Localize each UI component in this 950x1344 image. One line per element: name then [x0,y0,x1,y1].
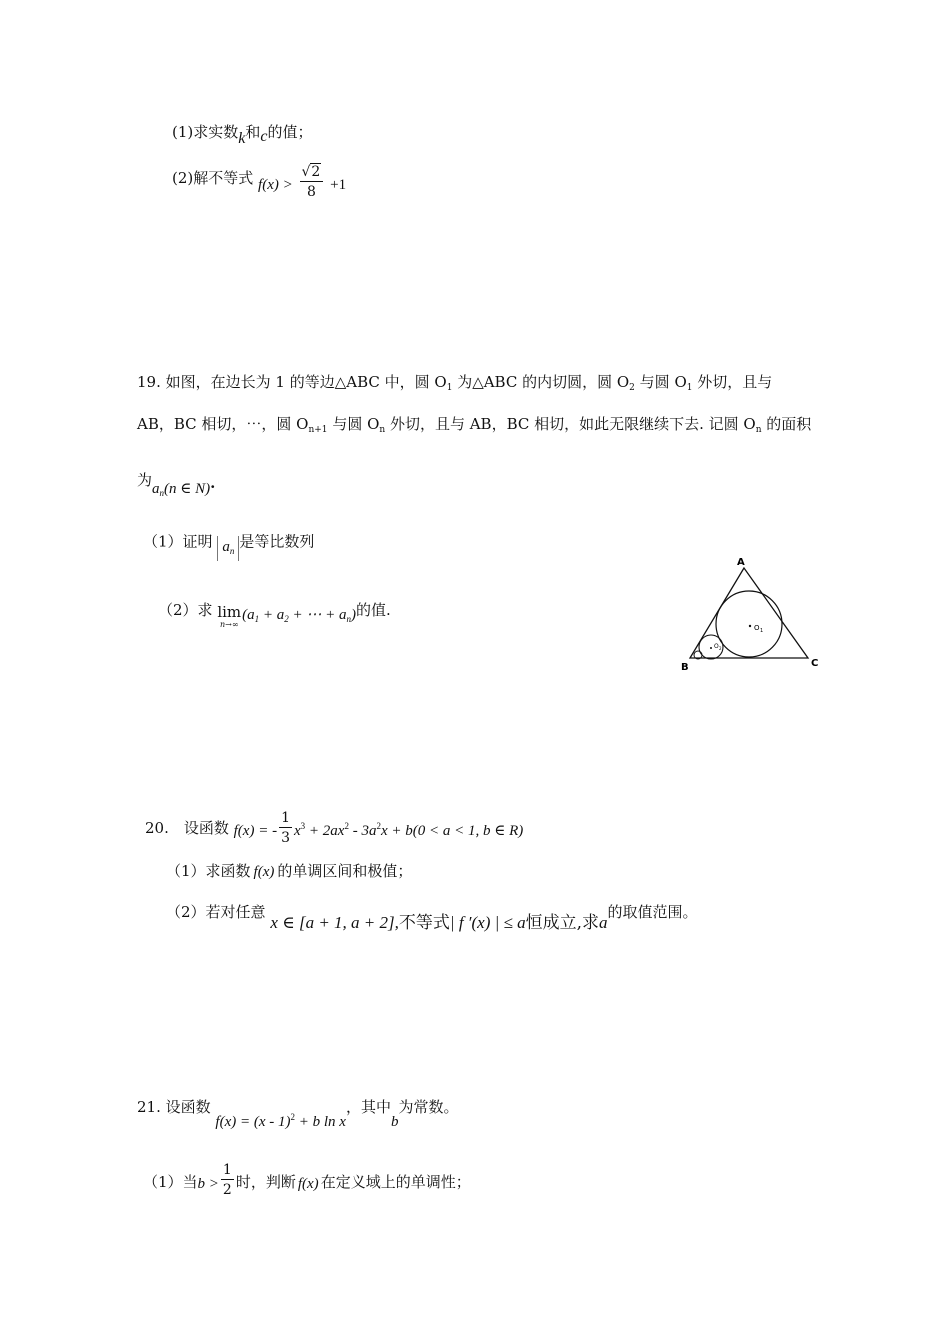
circle-o2-center [710,647,712,649]
q19-part2-expr-s3: n [346,614,352,624]
q20-part2-math-b: | f ′(x) | ≤ a [449,913,526,932]
q21-part1-b: b > [197,1176,219,1192]
q20-stem-math [234,823,277,839]
q19-line3-math: a [152,481,160,497]
q19-line2-d: 的面积 [761,415,812,433]
q20-stem-rest [294,823,523,839]
q18-part1-suffix: 的值； [267,123,313,141]
q19-part2-expr [242,607,356,623]
q20-stem-x3-exp: 3 [300,821,306,831]
q18-part2-tail: +1 [330,177,347,193]
q20-stem-b-exp: 2 [344,821,349,831]
triangle-circles-figure [680,555,825,675]
q19-part1-sub: n [229,546,235,556]
q18-part2-fraction [300,164,324,200]
q19-line3-dot: . [210,474,216,492]
q19-line1-b: 为△ABC 的内切圆，圆 O [452,373,630,391]
q20-part2-suffix: 的取值范围。 [607,903,698,921]
q21-stem-math [215,1114,346,1130]
q18-part1-c: c [260,128,268,145]
q21-part1-fraction [221,1162,234,1198]
q18-part1-k: k [238,130,246,147]
q20-part1-suffix: 的单调区间和极值； [277,862,413,880]
q21-part1-mid: 时，判断 [235,1173,296,1191]
q19-line1-sub3: 1 [686,383,693,393]
q19-part2-lim-text: lim [217,603,242,621]
q18-part2-den: 8 [306,184,316,200]
q18-part2-lhs: f(x) > [258,177,293,193]
q19-line2-a: AB，BC 相切，⋯，圆 O [137,415,309,433]
q18-part2-prefix: (2)解不等式 [172,169,254,187]
q20-part2 [166,903,698,933]
q19-part2-expr-s2: 2 [284,614,289,624]
q19-line1-a: 19. 如图，在边长为 1 的等边△ABC 中，圆 O [137,373,447,391]
q19-part2-expr-a: (a [242,607,255,623]
q19-part1-abs [217,536,239,561]
q19-line3 [137,471,216,498]
q19-part1-suffix: 是等比数列 [239,532,315,551]
q19-line1-sub1: 1 [446,383,453,393]
q20-stem-den: 3 [281,830,290,846]
label-o1-sub: 1 [760,628,764,634]
circle-o1-center [749,625,751,627]
q21-stem-exp: 2 [290,1112,295,1122]
q19-line1-sub2: 2 [629,383,635,393]
label-b: B [681,662,689,673]
q21-part1 [143,1162,471,1198]
q18-part2-num: 2 [311,164,321,180]
q19-line2-sub3: n [755,425,762,435]
q21-stem-suffix: 为常数。 [398,1098,459,1116]
label-a: A [737,557,745,568]
q20-part2-cn2: 恒成立,求 [525,913,600,933]
q21-part1-num: 1 [222,1162,232,1178]
q21-stem [137,1098,459,1130]
q18-part1 [172,123,313,147]
q19-part2-suffix: 的值. [356,601,391,619]
q19-line3-sub: n [159,488,165,498]
q20-stem-prefix: 20. 设函数 [145,819,229,837]
q20-stem-fraction [279,810,292,846]
q20-stem-b: + 2ax [305,823,345,839]
q19-line2-sub2: n [379,425,386,435]
q18-part2 [172,164,346,200]
triangle-abc [690,568,808,658]
q21-stem-math-b: + b ln x [295,1114,346,1130]
label-o1: O [754,624,760,632]
label-o2: O [714,643,719,650]
q19-line1 [137,375,772,393]
q21-stem-math-a: f(x) = (x - 1) [215,1114,291,1130]
q21-part1-den: 2 [222,1182,232,1198]
q20-part2-math-a: x ∈ [a + 1, a + 2], [270,913,399,932]
q19-part1-prefix: （1）证明 [143,532,213,551]
q20-stem-num: 1 [281,810,290,826]
q19-part1-math: a [222,539,230,555]
q18-part1-prefix: (1)求实数 [172,123,239,141]
q21-stem-prefix: 21. 设函数 [137,1098,211,1116]
q19-line2 [137,417,811,435]
q19-part2-expr-d: ) [351,607,357,623]
q20-part1 [166,864,412,880]
q19-line2-b: 与圆 O [327,415,380,433]
label-c: C [811,658,819,669]
q19-part2-prefix: （2）求 [158,601,213,619]
q20-stem-c: - 3a [348,823,377,839]
q21-part1-prefix: （1）当 [143,1173,198,1191]
q19-part1 [143,530,314,555]
q19-part2-expr-s1: 1 [254,614,260,624]
q20-stem [145,810,523,846]
q19-part2-lim-sub: n→∞ [219,620,239,629]
q20-part1-math: f(x) [253,864,275,880]
q20-stem-lhs: f(x) = - [233,823,278,839]
q20-part1-prefix: （1）求函数 [166,862,251,880]
q20-stem-x3: x [294,823,301,839]
q21-part1-suffix: 在定义域上的单调性； [320,1173,471,1191]
q20-part2-math-c: a [599,913,608,932]
circle-o1 [716,591,782,657]
q19-part2 [158,598,391,629]
q19-part2-lim [217,604,241,630]
q21-stem-b: b [390,1114,399,1130]
q19-line1-d: 外切，且与 [692,373,773,391]
sqrt-symbol: √2 [301,164,321,180]
q19-part2-expr-c: + ⋯ + a [288,607,347,623]
q20-stem-c-exp: 2 [376,821,381,831]
q21-part1-math: f(x) [297,1176,319,1192]
q18-part1-mid: 和 [245,123,261,141]
q19-line3-b: (n ∈ N) [164,481,211,497]
q20-part2-prefix: （2）若对任意 [166,903,266,921]
q19-line2-c: 外切，且与 AB，BC 相切，如此无限继续下去. 记圆 O [385,415,756,433]
q19-part2-expr-b: + a [259,607,285,623]
q20-part2-cn1: 不等式 [398,913,450,933]
label-o2-sub: 2 [719,646,722,651]
q20-stem-d: x + b(0 < a < 1, b ∈ R) [380,823,524,839]
q19-line1-c: 与圆 O [634,373,687,391]
q19-line3-a: 为 [137,471,153,489]
q21-stem-mid: ，其中 [345,1098,391,1116]
q19-line2-sub1: n+1 [308,425,328,435]
